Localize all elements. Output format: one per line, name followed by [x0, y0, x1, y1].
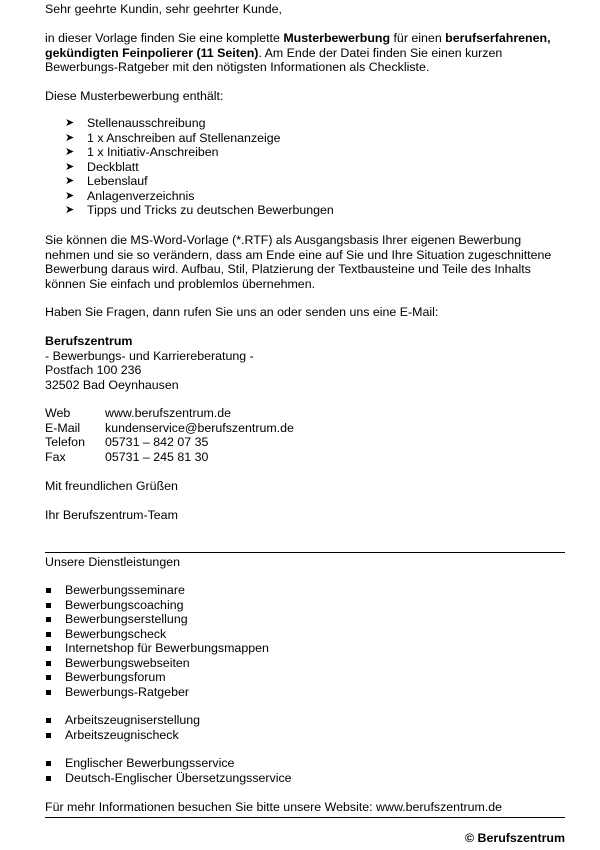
- copyright-notice: © Berufszentrum: [464, 831, 565, 845]
- contents-list: [45, 116, 565, 218]
- list-item: Bewerbungscheck: [45, 627, 565, 642]
- arrow-bullet-icon: ➤: [65, 160, 75, 173]
- footer-info: Für mehr Informationen besuchen Sie bitte unsere Website: www.berufszentrum.de: [45, 800, 503, 814]
- list-item: ➤ Lebenslauf: [65, 174, 148, 188]
- company-tagline: - Bewerbungs- und Karriereberatung -: [45, 348, 254, 363]
- square-bullet-icon: [46, 617, 51, 622]
- square-bullet-icon: [46, 718, 51, 723]
- square-bullet-icon: [46, 632, 51, 637]
- services-list-1: [45, 583, 565, 699]
- intro-paragraph: [45, 31, 565, 75]
- services-list-2: [45, 713, 565, 742]
- list-item: Bewerbungs-Ratgeber: [45, 685, 565, 700]
- square-bullet-icon: [46, 588, 51, 593]
- list-item: ➤ Deckblatt: [65, 159, 139, 174]
- list-item: Bewerbungswebseiten: [45, 656, 565, 671]
- list-item: Bewerbungsforum: [45, 670, 565, 685]
- address-street: Postfach 100 236: [45, 363, 142, 377]
- list-item: Arbeitszeugniserstellung: [45, 713, 565, 728]
- square-bullet-icon: [46, 776, 51, 781]
- contains-label: Diese Musterbewerbung enthält:: [45, 89, 224, 103]
- company-name: Berufszentrum: [45, 334, 133, 348]
- square-bullet-icon: [46, 646, 51, 651]
- email-link[interactable]: kundenservice@berufszentrum.de: [105, 420, 294, 435]
- square-bullet-icon: [46, 761, 51, 766]
- list-item: ➤ Tipps und Tricks zu deutschen Bewerbungen: [65, 203, 334, 217]
- arrow-bullet-icon: ➤: [65, 175, 75, 187]
- arrow-bullet-icon: ➤: [65, 204, 75, 216]
- list-item: ➤ Stellenausschreibung: [65, 116, 206, 130]
- address-city: 32502 Bad Oeynhausen: [45, 377, 179, 392]
- list-item: Bewerbungsseminare: [45, 583, 565, 598]
- usage-paragraph: Sie können die MS-Word-Vorlage (*.RTF) als Ausgangsbasis Ihrer eigenen Bewerbung nehmen und sie so verändern, dass am Ende eine auf Sie und Ihre Situation zugeschnittene Bewerbung daraus wird. Aufbau, Stil, Platzierung der Textbausteine und Teile des Inhalts können Sie einfach und problemlos übernehmen.: [45, 233, 552, 291]
- web-link[interactable]: www.berufszentrum.de: [105, 406, 232, 420]
- divider-bottom: [45, 817, 565, 818]
- square-bullet-icon: [46, 603, 51, 608]
- intro-bold-2: berufserfahrenen, gekündigten Feinpolierer (11 Seiten): [45, 31, 551, 60]
- greeting: Sehr geehrte Kundin, sehr geehrter Kunde,: [45, 2, 282, 16]
- intro-text-3: . Am Ende der Datei finden Sie einen kurzen Bewerbungs-Ratgeber mit den nötigsten Informationen als Checkliste.: [45, 45, 503, 74]
- list-item: Englischer Bewerbungsservice: [45, 756, 565, 771]
- list-item: ➤ 1 x Anschreiben auf Stellenanzeige: [65, 130, 281, 145]
- contact-row-web: Web www.berufszentrum.de: [45, 406, 232, 420]
- list-item: ➤ Anlagenverzeichnis: [65, 188, 195, 203]
- signature: Ihr Berufszentrum-Team: [45, 508, 178, 522]
- services-title: Unsere Dienstleistungen: [45, 555, 180, 569]
- intro-text-1: in dieser Vorlage finden Sie eine komplette: [45, 31, 284, 45]
- contact-row-fax: Fax 05731 – 245 81 30: [45, 449, 209, 464]
- questions-paragraph: Haben Sie Fragen, dann rufen Sie uns an oder senden uns eine E-Mail:: [45, 305, 439, 319]
- closing: Mit freundlichen Grüßen: [45, 479, 178, 493]
- services-list-3: [45, 756, 565, 785]
- list-item: Deutsch-Englischer Übersetzungsservice: [45, 771, 565, 786]
- square-bullet-icon: [46, 675, 51, 680]
- square-bullet-icon: [46, 733, 51, 738]
- list-item: Internetshop für Bewerbungsmappen: [45, 641, 565, 656]
- arrow-bullet-icon: ➤: [65, 146, 75, 158]
- list-item: Arbeitszeugnischeck: [45, 728, 565, 743]
- intro-text-2: für einen: [390, 31, 446, 45]
- address-block: [45, 334, 565, 392]
- list-item: Bewerbungscoaching: [45, 598, 565, 613]
- divider-top: [45, 552, 565, 553]
- list-item: ➤ 1 x Initiativ-Anschreiben: [65, 145, 219, 159]
- arrow-bullet-icon: ➤: [65, 117, 75, 129]
- square-bullet-icon: [46, 690, 51, 695]
- square-bullet-icon: [46, 661, 51, 666]
- contact-table: [45, 406, 565, 464]
- list-item: Bewerbungserstellung: [45, 612, 565, 627]
- intro-bold-1: Musterbewerbung: [283, 31, 391, 45]
- arrow-bullet-icon: ➤: [65, 131, 75, 144]
- contact-row-phone: Telefon 05731 – 842 07 35: [45, 435, 209, 449]
- contact-row-email: E-Mail kundenservice@berufszentrum.de: [45, 420, 294, 435]
- arrow-bullet-icon: ➤: [65, 189, 75, 202]
